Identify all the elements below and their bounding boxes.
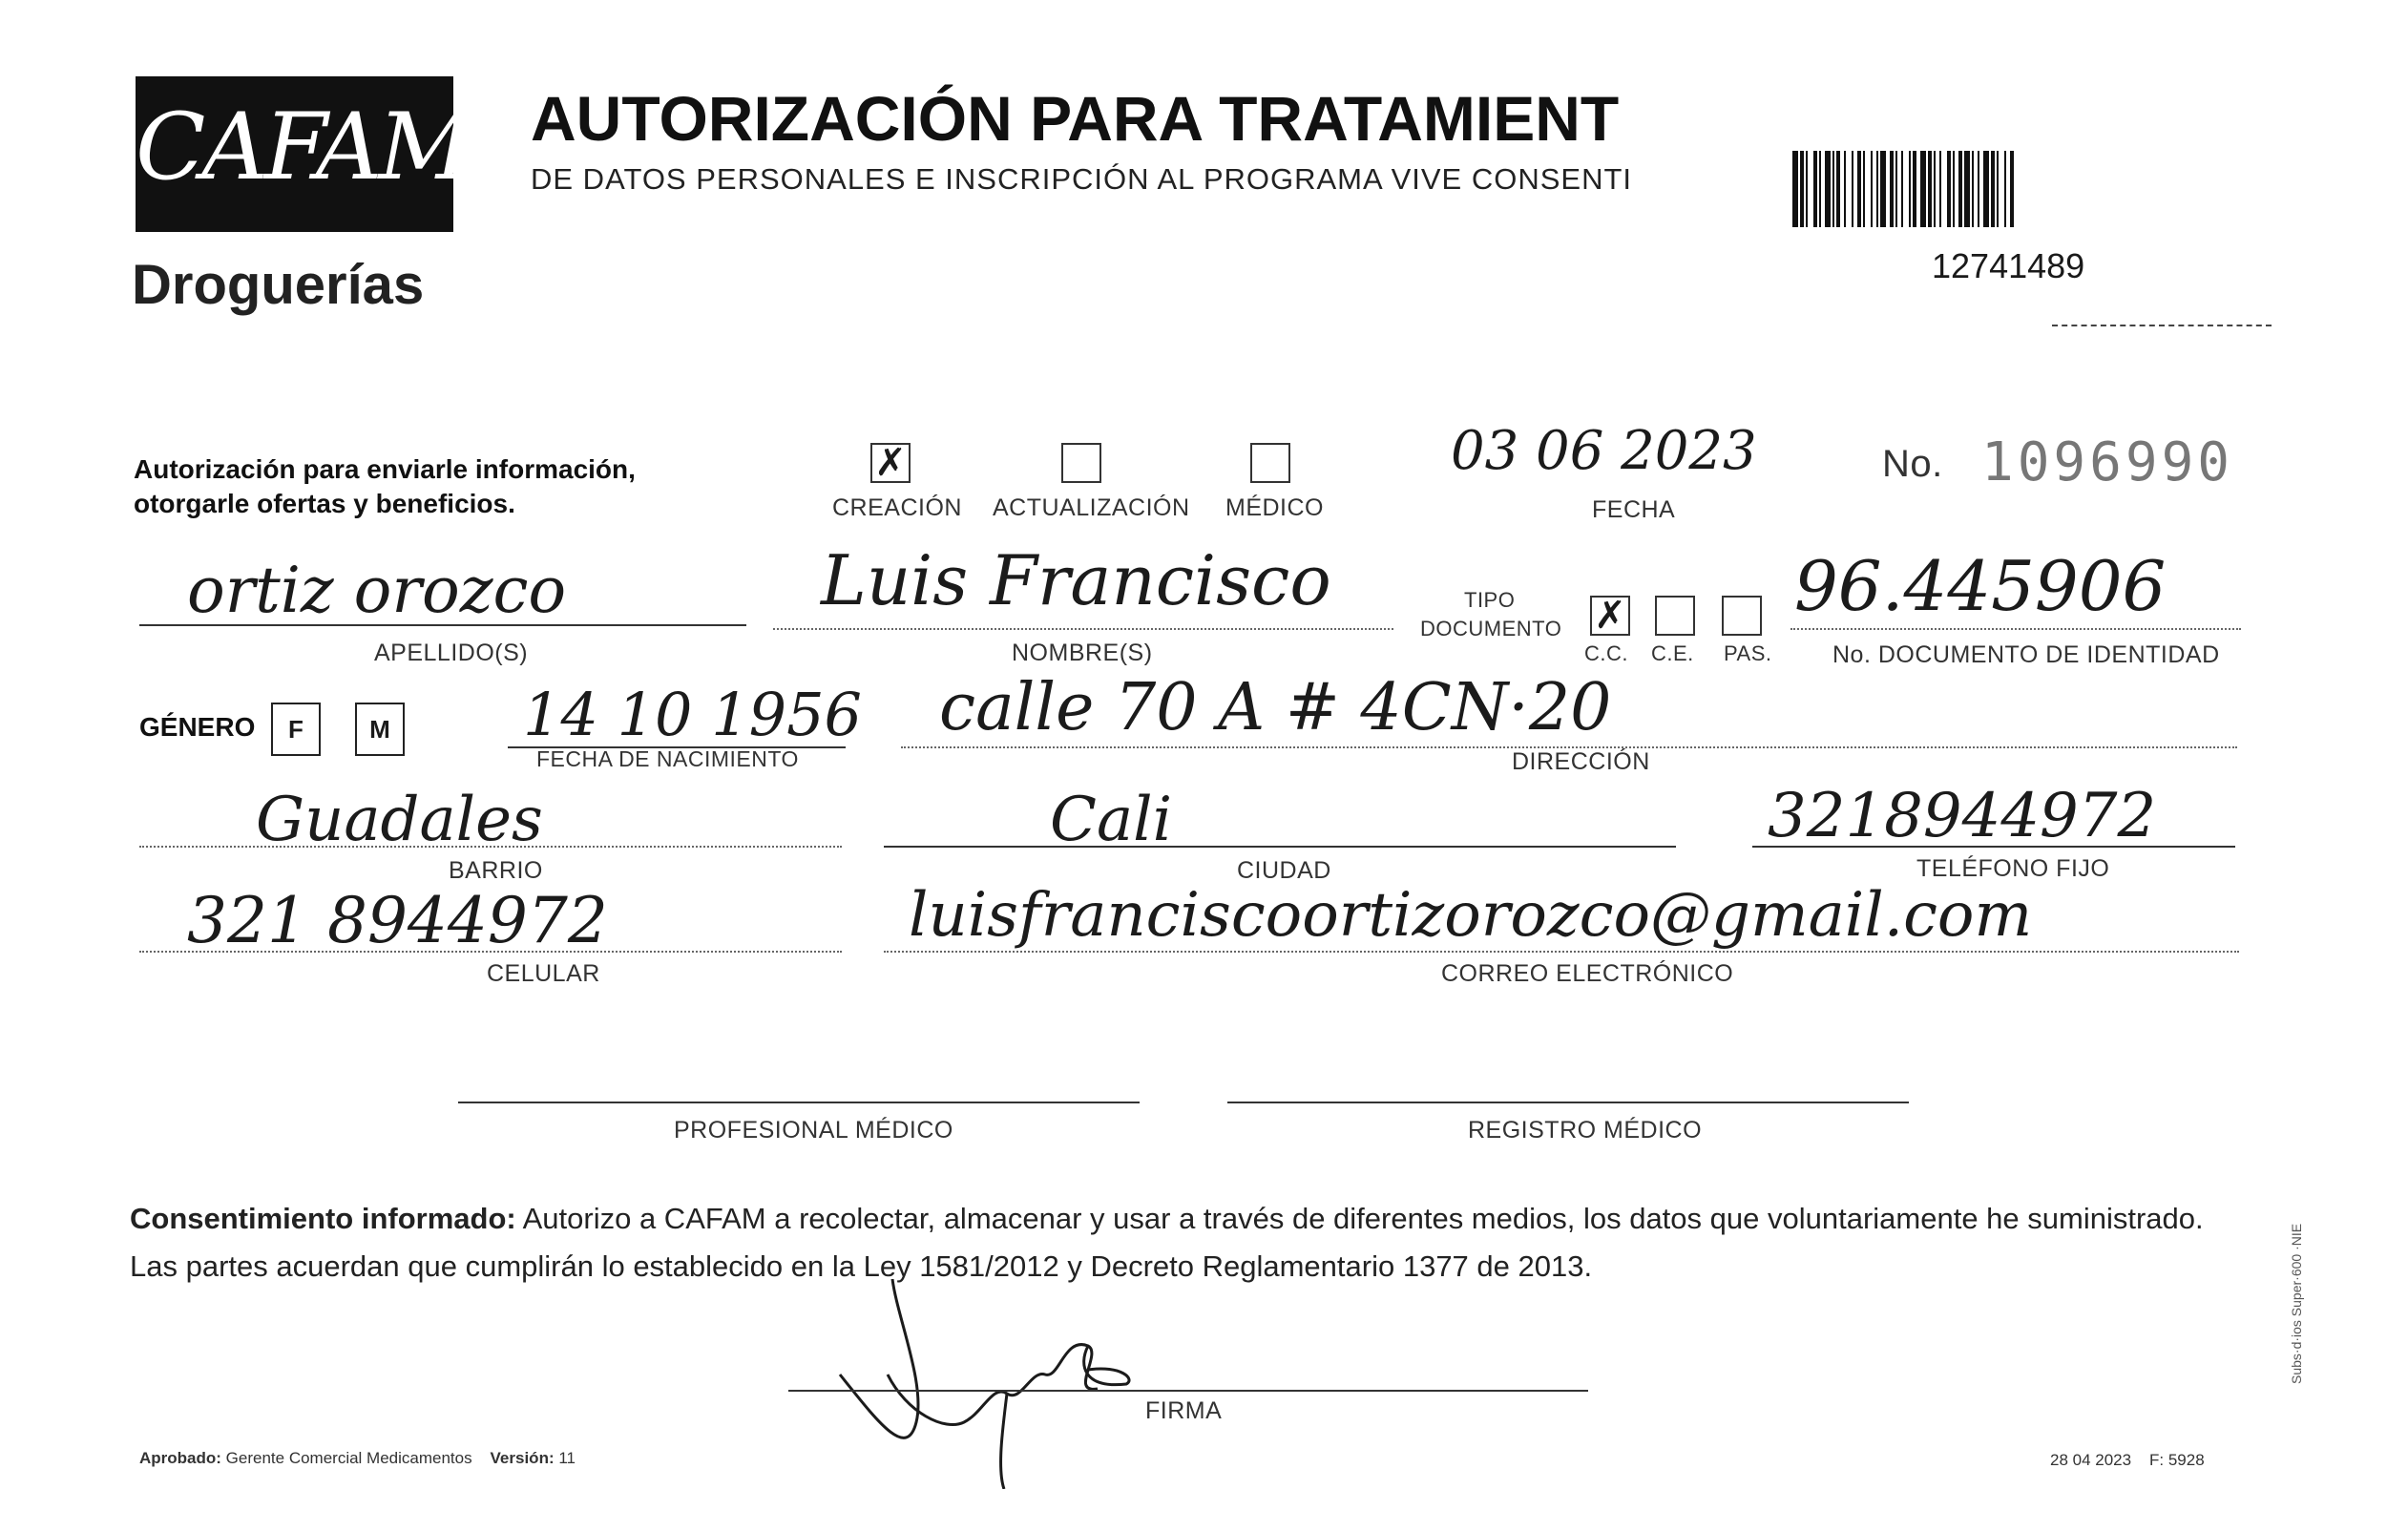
- tipo-doc-label-2: DOCUMENTO: [1420, 617, 1562, 640]
- version-label: Versión:: [490, 1449, 555, 1467]
- barrio-label: BARRIO: [449, 857, 543, 884]
- cc-label: C.C.: [1584, 641, 1628, 665]
- date-code: 28 04 2023: [2050, 1451, 2132, 1469]
- correo-value: luisfranciscoortizorozco@gmail.com: [909, 880, 2033, 951]
- pas-label: PAS.: [1724, 641, 1772, 665]
- logo-text: CAFAM: [136, 94, 469, 200]
- consent-text: [130, 1195, 2268, 1291]
- divider: [2052, 325, 2272, 326]
- firma-line: [788, 1390, 1588, 1392]
- genero-m-checkbox[interactable]: M: [355, 703, 405, 756]
- ciudad-value: Cali: [1050, 785, 1173, 855]
- fecha-value: 03 06 2023: [1451, 420, 1757, 482]
- barcode-number: 12741489: [1932, 246, 2085, 285]
- telefono-fijo-line: [1752, 846, 2235, 848]
- celular-label: CELULAR: [487, 960, 600, 987]
- footer-codes: [2050, 1451, 2205, 1470]
- approved-value: Gerente Comercial Medicamentos: [225, 1449, 472, 1467]
- consent-text-1: Autorizo a CAFAM a recolectar, almacenar y usar a través de diferentes medios, los datos que voluntariamente he suministrado.: [515, 1202, 2204, 1235]
- form-code: F: 5928: [2149, 1451, 2205, 1469]
- barrio-value: Guadales: [256, 785, 543, 855]
- consent-text-2: Las partes acuerdan que cumplirán lo establecido en la Ley 1581/2012 y Decreto Reglamentario 1377 de 2013.: [130, 1249, 1593, 1283]
- telefono-fijo-label: TELÉFONO FIJO: [1916, 855, 2110, 882]
- creacion-checkbox[interactable]: ✗: [870, 443, 911, 483]
- auth-heading-1: Autorización para enviarle información,: [134, 454, 636, 484]
- tipo-doc-label-1: TIPO: [1464, 588, 1516, 612]
- genero-label: GÉNERO: [139, 712, 256, 742]
- fecha-nacimiento-label: FECHA DE NACIMIENTO: [536, 746, 799, 771]
- documento-line: [1790, 628, 2241, 630]
- profesional-medico-label: PROFESIONAL MÉDICO: [674, 1117, 953, 1144]
- approved-label: Aprobado:: [139, 1449, 221, 1467]
- signature: [802, 1279, 1183, 1489]
- apellidos-line: [139, 624, 746, 626]
- fecha-label: FECHA: [1592, 496, 1676, 523]
- actualizacion-label: ACTUALIZACIÓN: [993, 494, 1190, 521]
- direccion-label: DIRECCIÓN: [1512, 748, 1650, 775]
- firma-label: FIRMA: [1145, 1397, 1223, 1424]
- registro-medico-label: REGISTRO MÉDICO: [1468, 1117, 1703, 1144]
- genero-f-checkbox[interactable]: F: [271, 703, 321, 756]
- cc-checkbox[interactable]: ✗: [1590, 596, 1630, 636]
- nombres-label: NOMBRE(S): [1012, 640, 1153, 666]
- nombres-line: [773, 628, 1393, 630]
- apellidos-value: ortiz orozco: [187, 554, 567, 627]
- medico-label: MÉDICO: [1225, 494, 1324, 521]
- fecha-nacimiento-value: 14 10 1956: [523, 680, 862, 749]
- ciudad-label: CIUDAD: [1237, 857, 1331, 884]
- brand-subtitle: Droguerías: [132, 254, 425, 316]
- telefono-fijo-value: 3218944972: [1768, 781, 2157, 851]
- correo-label: CORREO ELECTRÓNICO: [1441, 960, 1734, 987]
- consent-lead: Consentimiento informado:: [130, 1202, 516, 1235]
- registro-medico-line: [1227, 1102, 1909, 1103]
- direccion-value: calle 70 A # 4CN·20: [939, 670, 1612, 745]
- auth-heading-2: otorgarle ofertas y beneficios.: [134, 489, 515, 518]
- actualizacion-checkbox[interactable]: [1061, 443, 1101, 483]
- celular-value: 321 8944972: [187, 884, 608, 957]
- barcode-bar: [2014, 151, 2016, 227]
- form-subtitle: DE DATOS PERSONALES E INSCRIPCIÓN AL PROGRAMA VIVE CONSENTI: [531, 162, 1633, 196]
- documento-label: No. DOCUMENTO DE IDENTIDAD: [1832, 641, 2220, 668]
- ce-label: C.E.: [1651, 641, 1694, 665]
- footer-approval: [139, 1449, 576, 1468]
- ce-checkbox[interactable]: [1655, 596, 1695, 636]
- pas-checkbox[interactable]: [1722, 596, 1762, 636]
- number-label: No.: [1882, 443, 1943, 485]
- barrio-line: [139, 846, 842, 848]
- correo-line: [884, 951, 2239, 953]
- celular-line: [139, 951, 842, 953]
- form-title: AUTORIZACIÓN PARA TRATAMIENT: [531, 83, 1620, 154]
- apellidos-label: APELLIDO(S): [374, 640, 529, 666]
- medico-checkbox[interactable]: [1250, 443, 1290, 483]
- nombres-value: Luis Francisco: [821, 540, 1331, 620]
- ciudad-line: [884, 846, 1676, 848]
- form-number: 1096990: [1981, 431, 2234, 493]
- barcode: [1792, 151, 2174, 227]
- creacion-label: CREACIÓN: [832, 494, 962, 521]
- cafam-logo: [136, 76, 469, 232]
- documento-value: 96.445906: [1794, 546, 2167, 626]
- vertical-print-text: Subs·d·ios Super·600 ·NIE: [2289, 1223, 2304, 1384]
- profesional-medico-line: [458, 1102, 1140, 1103]
- version-value: 11: [558, 1449, 576, 1467]
